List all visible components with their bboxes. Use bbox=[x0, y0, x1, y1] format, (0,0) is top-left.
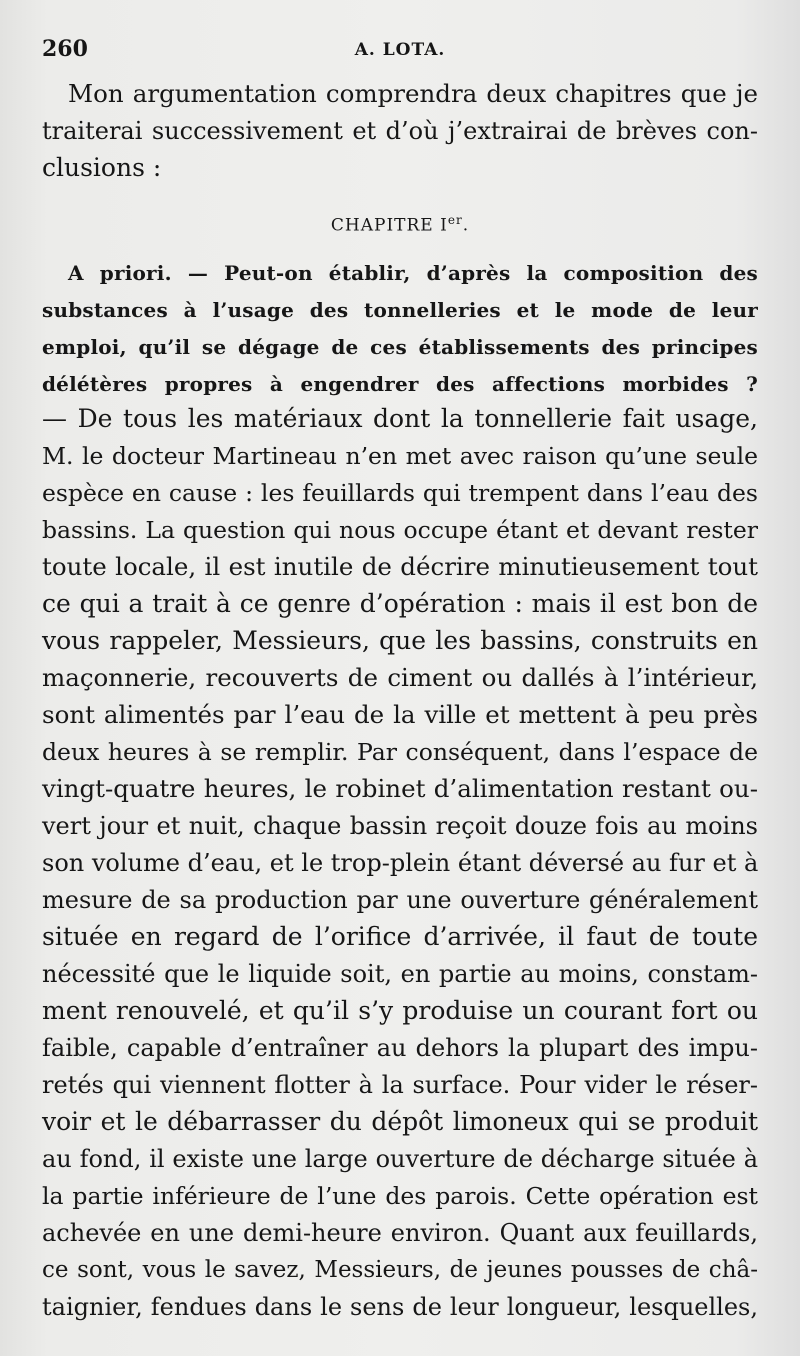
paragraph-line: espèce en cause : les feuillards qui trempent dans l’eau des bbox=[42, 479, 758, 507]
paragraph-line: achevée en une demi-heure environ. Quant aux feuillards, bbox=[42, 1219, 758, 1247]
page-header bbox=[42, 32, 758, 66]
paragraph-line: son volume d’eau, et le trop-plein étant déversé au fur et à bbox=[42, 849, 759, 877]
question-line: A priori. — Peut-on établir, d’après la composition des bbox=[68, 261, 758, 285]
paragraph-line: vert jour et nuit, chaque bassin reçoit douze fois au moins bbox=[42, 812, 758, 840]
chapter-label: CHAPITRE I bbox=[330, 215, 448, 236]
paragraph-line: clusions : bbox=[42, 153, 162, 182]
question-line: emploi, qu’il se dégage de ces établissements des principes bbox=[42, 335, 758, 359]
paragraph-line: ce sont, vous le savez, Messieurs, de jeunes pousses de châ- bbox=[42, 1257, 758, 1283]
paragraph-line: sont alimentés par l’eau de la ville et mettent à peu près bbox=[42, 700, 758, 729]
chapter-heading bbox=[42, 203, 758, 243]
chapter-period: . bbox=[462, 215, 470, 236]
paragraph-line: Mon argumentation comprendra deux chapitres que je bbox=[68, 79, 758, 108]
paragraph-line: deux heures à se remplir. Par conséquent, dans l’espace de bbox=[42, 738, 758, 766]
paragraph-line: retés qui viennent flotter à la surface. Pour vider le réser- bbox=[42, 1071, 758, 1099]
page-number: 260 bbox=[42, 36, 88, 62]
paragraph-line: bassins. La question qui nous occupe étant et devant rester bbox=[42, 516, 758, 544]
paragraph-line: M. le docteur Martineau n’en met avec raison qu’une seule bbox=[42, 442, 758, 470]
paragraph-line: voir et le débarrasser du dépôt limoneux qui se produit bbox=[42, 1107, 758, 1136]
paragraph-line: — De tous les matériaux dont la tonnellerie fait usage, bbox=[42, 404, 758, 433]
paragraph-line: taignier, fendues dans le sens de leur longueur, lesquelles, bbox=[42, 1293, 758, 1321]
running-head: A. LOTA. bbox=[354, 40, 446, 60]
paragraph-line: ment renouvelé, et qu’il s’y produise un courant fort ou bbox=[42, 996, 758, 1025]
paragraph-line: traiterai successivement et d’où j’extrairai de brèves con- bbox=[42, 117, 758, 145]
paragraph-line: maçonnerie, recouverts de ciment ou dallés à l’intérieur, bbox=[42, 663, 758, 692]
question-line: délétères propres à engendrer des affections morbides ? bbox=[42, 372, 758, 396]
chapter-ordinal-suffix: er bbox=[447, 213, 463, 227]
paragraph-line: la partie inférieure de l’une des parois. Cette opération est bbox=[42, 1182, 758, 1210]
paragraph-line: toute locale, il est inutile de décrire minutieusement tout bbox=[42, 552, 758, 581]
paragraph-line: mesure de sa production par une ouverture généralement bbox=[42, 886, 758, 914]
paragraph-line: ce qui a trait à ce genre d’opération : mais il est bon de bbox=[42, 589, 758, 618]
paragraph-line: vingt-quatre heures, le robinet d’alimentation restant ou- bbox=[42, 774, 758, 803]
paragraph-line: nécessité que le liquide soit, en partie au moins, constam- bbox=[42, 960, 758, 988]
question-line: substances à l’usage des tonnelleries et le mode de leur bbox=[42, 298, 758, 322]
paragraph-line: faible, capable d’entraîner au dehors la plupart des impu- bbox=[42, 1034, 758, 1062]
paragraph-line: au fond, il existe une large ouverture de décharge située à bbox=[42, 1145, 758, 1173]
paragraph-line: vous rappeler, Messieurs, que les bassins, construits en bbox=[42, 626, 758, 655]
paragraph-line: située en regard de l’orifice d’arrivée, il faut de toute bbox=[42, 922, 758, 951]
